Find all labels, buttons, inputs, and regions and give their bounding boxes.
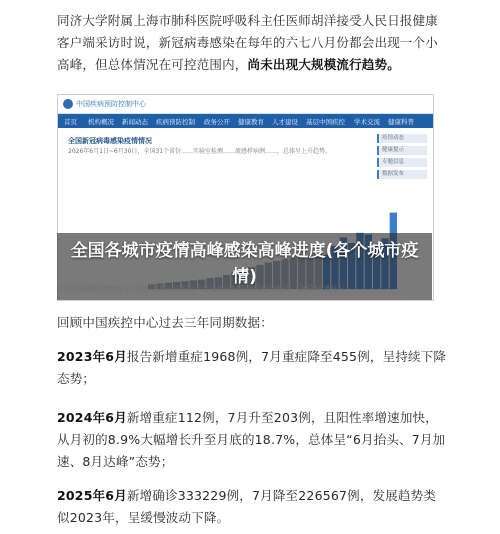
website-header: [58, 95, 433, 114]
website-nav-item[interactable]: 健康科普: [388, 118, 414, 126]
intro-bold-text: 尚未出现大规模流行趋势。: [247, 57, 400, 72]
label-2024: 2024年6月: [57, 410, 127, 425]
website-sidebar: [377, 134, 427, 182]
website-nav-item[interactable]: 机构概况: [88, 118, 114, 126]
website-body-text: 2026年6月1日~6月30日，全国31个省份……实验室检测……流感样病例……，总体呈上升趋势。: [68, 148, 332, 155]
website-nav-item[interactable]: 首页: [64, 118, 77, 126]
text-2023: 报告新增重症1968例，7月重症降至455例，呈持续下降态势；: [57, 349, 447, 386]
text-2025: 新增确诊333229例，7月降至226567例，发展趋势类似2023年，呈缓慢波动下降。: [57, 488, 437, 525]
paragraph-2025: [57, 485, 447, 529]
website-nav-item[interactable]: 学术交流: [354, 118, 380, 126]
website-nav-item[interactable]: 政务公开: [204, 118, 230, 126]
website-side-link[interactable]: 专题信息: [377, 158, 427, 167]
website-side-link[interactable]: 数据发布: [377, 170, 427, 179]
website-nav-item[interactable]: 人才建设: [272, 118, 298, 126]
cdc-logo-icon: [63, 99, 73, 109]
website-side-link[interactable]: 疫情动态: [377, 134, 427, 143]
label-2025: 2025年6月: [57, 488, 127, 503]
screenshot-caption: 中国疾病预防控制中心官网7月8日发布的《全国新冠病毒感染疫情情况（2026年6月）》: [57, 284, 350, 293]
text-2024: 新增重症112例，7月升至203例，且阳性率增速加快，从月初的8.9%大幅增长升至月底的18.7%，总体呈“6月抬头、7月加速、8月达峰”态势；: [57, 410, 446, 469]
website-nav-item[interactable]: 新闻动态: [122, 118, 148, 126]
review-paragraph: 回顾中国疾控中心过去三年同期数据：: [57, 315, 273, 330]
website-section-heading: 全国新冠病毒感染疫情情况: [68, 137, 152, 145]
website-name: 中国疾病预防控制中心: [76, 100, 146, 108]
website-nav-bar: [58, 114, 433, 128]
intro-text: 同济大学附属上海市肺科医院呼吸科主任医师胡洋接受人民日报健康客户端采访时说，新冠病毒感染在每年的六七八月份都会出现一个小高峰，但总体情况在可控范围内，: [57, 13, 439, 72]
paragraph-2024: [57, 407, 447, 473]
website-side-link[interactable]: 健康提示: [377, 146, 427, 155]
label-2023: 2023年6月: [57, 349, 127, 364]
website-nav-item[interactable]: 健康教育: [238, 118, 264, 126]
website-nav-item[interactable]: 疾病预防控制: [156, 118, 195, 126]
website-nav-item[interactable]: 基层中国疾控: [306, 118, 345, 126]
intro-paragraph: [57, 10, 447, 76]
paragraph-2023: [57, 346, 447, 390]
overlay-title: 全国各城市疫情高峰感染高峰进度(各个城市疫情): [70, 241, 419, 287]
